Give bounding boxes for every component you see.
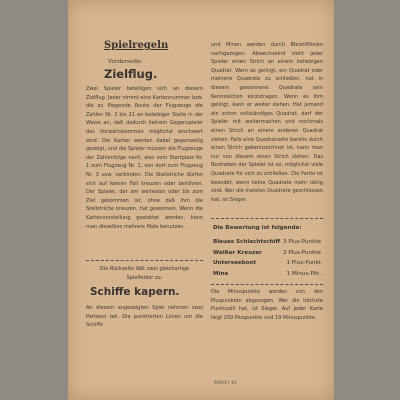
scoring-item-points: 2 Plus-Punkte: [283, 249, 321, 256]
scoring-divider: [211, 218, 323, 219]
scoring-row: [213, 239, 321, 250]
target-flight-rules: Zwei Spieler beteiligen sich an diesem Zielflug. Jeder nimmt eine Kartennummer bzw. die zu fliegende Route der Flugzeuge die Zahlen Nr. 2 bis 21 an beliebiger Stelle in der Weise an, daß dadurch keinem Gegenspieler das Vorwärtskommen möglichst erschwert wird. Die Karten werden dabei gegenseitig gezeigt, und die Spieler müssen die Flugzeuge der Zahlenfolge nach, also vom Startplatz Nr. 1 zum Flugzeug Nr. 2, von dort zum Flugzeug Nr. 3 usw. verbinden. Die Stellstriche dürfen sich auf keinen Fall kreuzen oder berühren. Der Spieler, der am weitesten oder bis zum Ziel gekommen ist, ohne daß ihm die Stellstriche kreuzen, hat gewonnen. Wenn die Kartenvorstellung gestattet werden, kann man dieselbes mehrere Male benutzen.: [86, 86, 203, 230]
minus-points-rules: Die Minuspunkte werden von den Pluspunkten abgezogen. Wer die höchste Punktzahl hat, ist Sieger. Auf jeder Karte liegt 200 Pluspunkte und 19 Minuspunkte.: [211, 289, 323, 321]
target-flight-title: Zielflug.: [104, 67, 158, 81]
front-side-label: Vorderseite:: [108, 59, 143, 65]
scoring-table: [213, 239, 321, 281]
scoring-item-name: Weißer Kreuzer: [213, 249, 262, 256]
capture-ships-rules: und Minen werden durch Bleistiftlinien nachgezogen. Abwechselnd zieht jeder Spieler einen Strich an einem beliebigen Quadrat. Wem es gelingt, ein Quadrat oder mehrere Quadrate zu schließen, hat in diesem gewonnene Quadrate sein Kennzeichen einzutragen. Wenn es ihm gelingt, kann er weiter ziehen. Hat jemand ein schon vollständiges Quadrat, darf der Spieler mit weitermachen und nochmals einen Strich an einem anderen Quadrat ziehen. Falls eine Quadratseite bereits durch einen Strich gekennzeichnet ist, kann man nur von diesem einen Strich ziehen. Das Bestreben der Spieler ist es, möglichst viele Quadrate für sich zu schließen. Die Partie ist beendet, wenn keine Quadrate mehr übrig sind. Wer die meisten Quadrate geschlossen hat, ist Sieger.: [211, 42, 323, 203]
scoring-heading: Die Bewertung ist folgende:: [213, 225, 302, 231]
scoring-row: [213, 260, 321, 271]
back-side-note: Die Rückseite läßt zwei gleichartige Spielfelder zu:: [99, 266, 190, 281]
scoring-item-name: Unterseeboot: [213, 260, 257, 266]
print-code: MWF/ 41: [214, 380, 238, 386]
scoring-item-points: 1 Plus-Punkt: [286, 260, 321, 266]
scoring-item-points: 1 Minus-Pkt.: [286, 270, 321, 277]
scoring-item-name: Blaues Schlachtschiff: [213, 239, 281, 245]
scoring-row: [213, 271, 321, 282]
minus-points-divider: [211, 284, 323, 285]
document-page: [68, 0, 334, 400]
capture-ships-title: Schiffe kapern.: [90, 286, 180, 298]
scoring-row: [213, 250, 321, 261]
capture-ships-intro: An diesem angezeigten Spiel nehmen zwei Parteien teil. Die punktierten Linien um die Schiffe: [86, 305, 203, 329]
section-divider: [86, 260, 203, 261]
scoring-item-points: 3 Plus-Punkte: [283, 239, 321, 245]
rules-heading: Spielregeln: [104, 40, 169, 51]
scoring-item-name: Mine: [213, 270, 229, 277]
